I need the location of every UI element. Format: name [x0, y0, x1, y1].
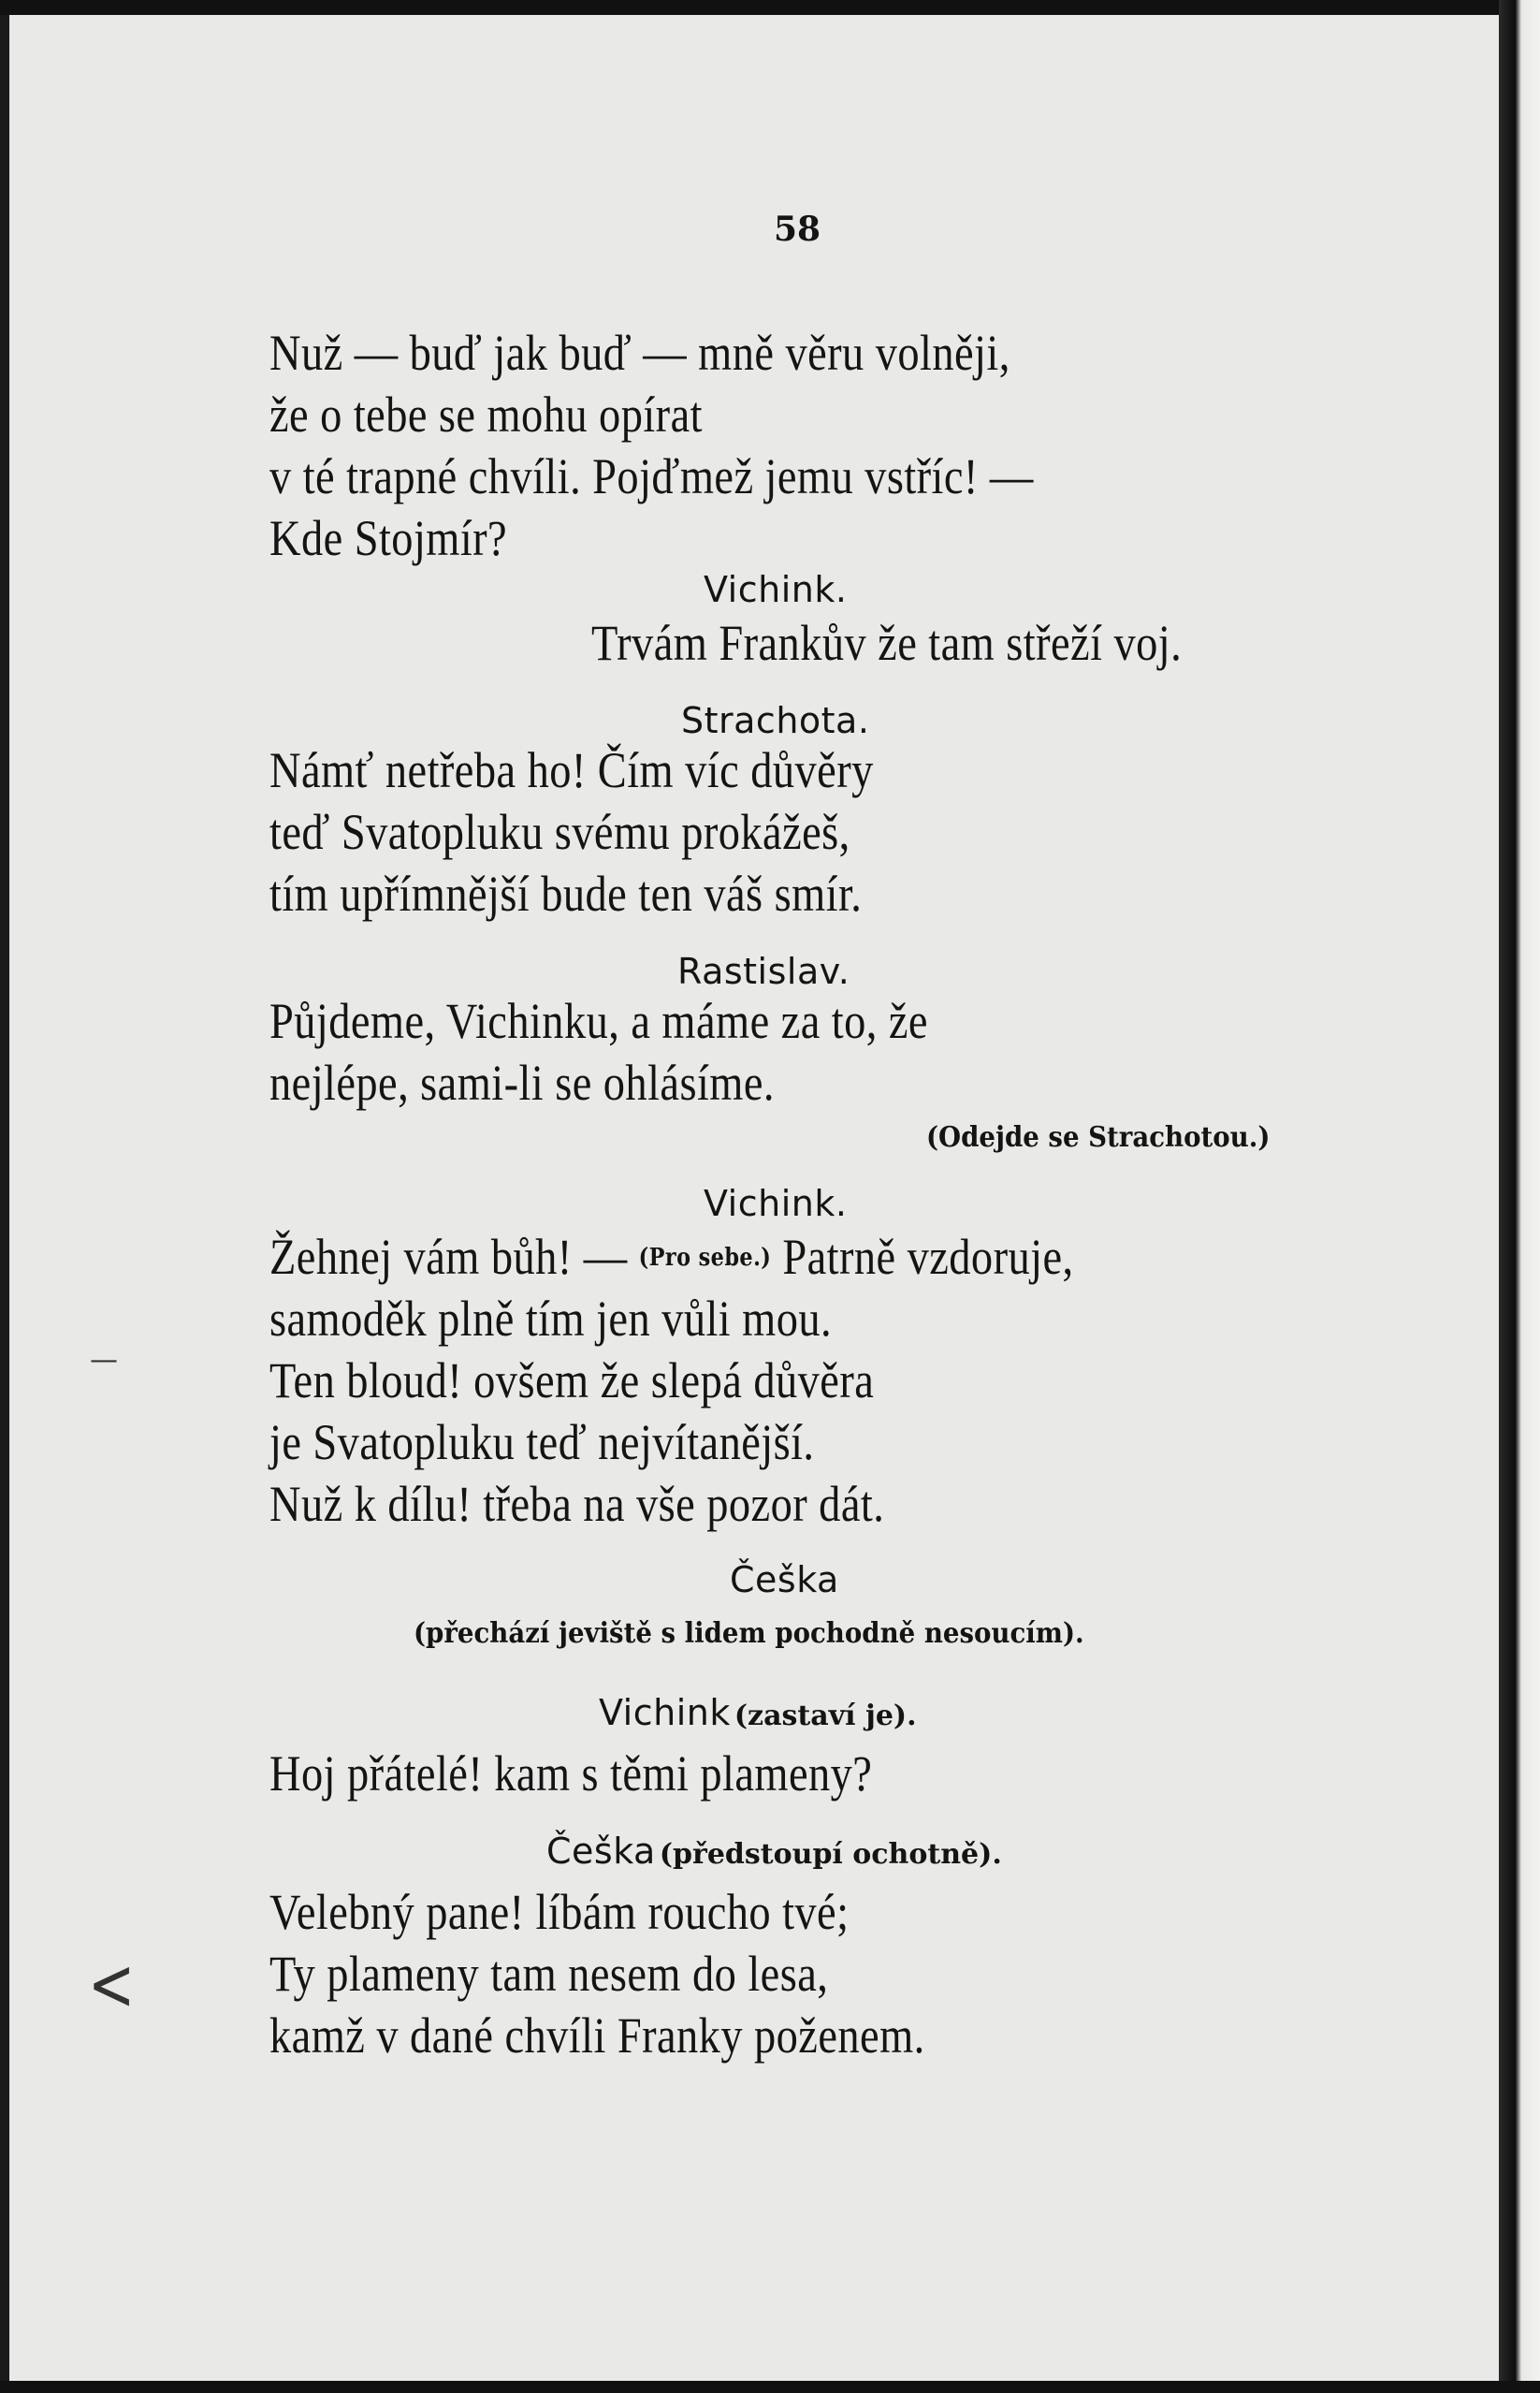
verse-segment: Žehnej vám bůh! — [269, 1229, 628, 1285]
stage-direction: (přechází jeviště s lidem pochodně nesoucím). [414, 1617, 1084, 1650]
verse-line: samoděk plně tím jen vůli mou. [269, 1291, 833, 1347]
scan-border-bottom [0, 2381, 1540, 2393]
verse-line: kamž v dané chvíli Franky poženem. [269, 2007, 925, 2064]
page-number: 58 [774, 210, 821, 249]
verse-line: Ten bloud! ovšem že slepá důvěra [269, 1352, 875, 1408]
book-page [9, 15, 1499, 2381]
margin-mark-icon: < [88, 1942, 136, 2028]
book-spine-edge [1499, 0, 1540, 2393]
verse-line: Ty plameny tam nesem do lesa, [269, 1946, 829, 2002]
stage-direction: (předstoupí ochotně). [659, 1838, 1002, 1871]
speaker-name: Češka [730, 1559, 839, 1600]
verse-line: že o tebe se mohu opírat [269, 387, 703, 443]
verse-line: tím upřímnější bude ten váš smír. [269, 866, 863, 922]
verse-line: Velebný pane! líbám roucho tvé; [269, 1884, 850, 1940]
stage-direction-inline: (Pro sebe.) [638, 1243, 772, 1272]
verse-line: Nuž k dílu! třeba na vše pozor dát. [269, 1476, 885, 1532]
stage-direction: (zastaví je). [734, 1700, 917, 1732]
verse-line: je Svatopluku teď nejvítanější. [269, 1414, 815, 1470]
speaker-name: Strachota. [681, 700, 870, 741]
scan-border-top [0, 0, 1540, 15]
stage-direction: (Odejde se Strachotou.) [926, 1121, 1271, 1154]
verse-line: Hoj přátelé! kam s těmi plameny? [269, 1745, 873, 1802]
margin-dash-icon: — [90, 1344, 118, 1377]
verse-line: Trvám Frankův že tam střeží voj. [591, 615, 1183, 671]
verse-line: Půjdeme, Vichinku, a máme za to, že [269, 993, 928, 1049]
verse-line: nejlépe, sami-li se ohlásíme. [269, 1055, 775, 1111]
speaker-line [546, 1831, 1002, 1872]
verse-segment: Patrně vzdoruje, [782, 1229, 1074, 1285]
speaker-name: Vichink [599, 1692, 731, 1733]
verse-line: teď Svatopluku svému prokážeš, [269, 804, 850, 860]
speaker-line [599, 1692, 917, 1733]
verse-line: Námť netřeba ho! Čím víc důvěry [269, 742, 874, 798]
speaker-name: Rastislav. [677, 951, 850, 992]
verse-line: Kde Stojmír? [269, 510, 508, 566]
speaker-name: Vichink. [704, 1183, 848, 1224]
verse-line: v té trapné chvíli. Pojďmež jemu vstříc! — [269, 448, 1034, 504]
speaker-name: Vichink. [704, 569, 848, 610]
speaker-name: Češka [546, 1831, 656, 1872]
verse-line [269, 1228, 1074, 1286]
verse-line: Nuž — buď jak buď — mně věru volněji, [269, 325, 1010, 381]
